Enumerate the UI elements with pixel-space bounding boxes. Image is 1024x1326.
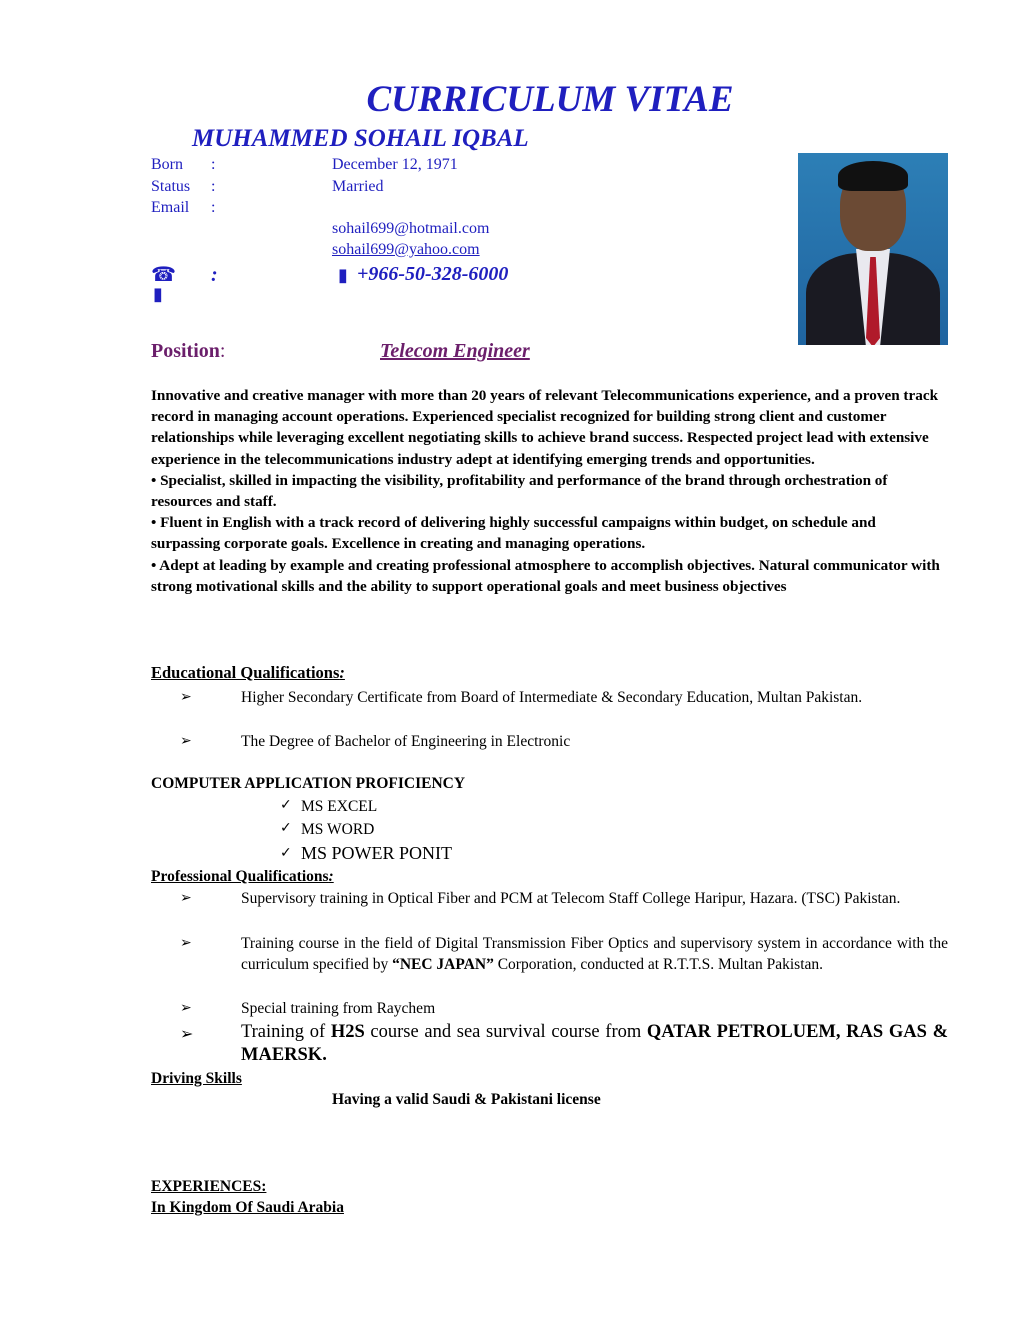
- professional-item-text: Corporation, conducted at R.T.T.S. Multan Pakistan.: [493, 956, 824, 973]
- education-heading-text: Educational Qualifications: [151, 663, 340, 682]
- professional-item-text: course and sea survival course from: [364, 1022, 647, 1042]
- professional-heading-text: Professional Qualifications: [151, 868, 329, 885]
- experience-heading: EXPERIENCES:: [151, 1178, 267, 1195]
- email-hotmail: sohail699@hotmail.com: [332, 220, 490, 237]
- h2s-text: H2S: [330, 1022, 365, 1042]
- professional-item: [241, 933, 948, 975]
- nec-japan-text: “NEC JAPAN”: [392, 956, 494, 973]
- arrow-bullet-icon: ➢: [180, 733, 192, 749]
- professional-item: Special training from Raychem: [241, 1000, 436, 1017]
- experience-subheading: In Kingdom Of Saudi Arabia: [151, 1199, 344, 1216]
- professional-heading: [151, 866, 334, 887]
- driving-value: Having a valid Saudi & Pakistani license: [332, 1091, 601, 1108]
- email-yahoo-link[interactable]: sohail699@yahoo.com: [332, 241, 480, 258]
- checkmark-icon: ✓: [280, 820, 292, 836]
- mobile-phone-icon: ▮: [153, 284, 163, 305]
- status-sep: :: [211, 178, 216, 195]
- checkmark-icon: ✓: [280, 845, 292, 861]
- position-label: Position: [151, 340, 220, 362]
- mobile-phone-icon: ▮: [338, 265, 348, 286]
- arrow-bullet-icon: ➢: [180, 890, 192, 906]
- status-value: Married: [332, 178, 384, 195]
- professional-item-text: Training of: [241, 1022, 331, 1042]
- born-label: Born: [151, 156, 183, 173]
- education-item: The Degree of Bachelor of Engineering in Electronic: [241, 733, 571, 750]
- computer-heading: COMPUTER APPLICATION PROFICIENCY: [151, 775, 466, 792]
- summary-bullet: • Fluent in English with a track record of delivering highly successful campaigns within budget, on schedule and surpassing corporate goals. Excellence in creating and managing operations.: [151, 514, 876, 553]
- cv-title: CURRICULUM VITAE: [366, 79, 734, 120]
- candidate-name: MUHAMMED SOHAIL IQBAL: [192, 125, 529, 152]
- arrow-bullet-icon: ➢: [180, 1024, 194, 1043]
- education-item: Higher Secondary Certificate from Board of Intermediate & Secondary Education, Multan Pakistan.: [241, 689, 863, 706]
- born-sep: :: [211, 156, 216, 173]
- professional-item: Supervisory training in Optical Fiber and PCM at Telecom Staff College Haripur, Hazara. (TSC) Pakistan.: [241, 890, 901, 907]
- professional-heading-colon: :: [328, 868, 334, 885]
- professional-item: [241, 1021, 948, 1067]
- email-label: Email: [151, 199, 190, 216]
- arrow-bullet-icon: ➢: [180, 689, 192, 705]
- arrow-bullet-icon: ➢: [180, 1000, 192, 1016]
- position-colon: :: [219, 340, 226, 362]
- status-label: Status: [151, 178, 191, 195]
- phone-number: +966-50-328-6000: [357, 263, 509, 285]
- summary-bullet: • Specialist, skilled in impacting the visibility, profitability and performance of the brand through orchestration of resources and staff.: [151, 471, 888, 511]
- computer-skill: MS POWER PONIT: [301, 843, 453, 863]
- summary-paragraph: Innovative and creative manager with more than 20 years of relevant Telecommunications experience, and a proven track record in managing account operations. Experienced specialist recognized for building strong client and customer relationships while leveraging excellent negotiating skills to achieve brand success. Respected project lead with extensive experience in the telecommunications industry adept at identifying emerging trends and opportunities.: [151, 387, 939, 468]
- driving-heading: Driving Skills: [151, 1070, 242, 1087]
- phone-sep: :: [211, 264, 218, 286]
- arrow-bullet-icon: ➢: [180, 935, 192, 951]
- computer-skill: MS WORD: [301, 821, 375, 838]
- checkmark-icon: ✓: [280, 797, 292, 813]
- telephone-icon: ☎: [151, 262, 176, 286]
- born-value: December 12, 1971: [332, 156, 458, 173]
- computer-skill: MS EXCEL: [301, 798, 378, 815]
- summary-block: [151, 385, 941, 597]
- education-heading-colon: :: [339, 663, 345, 682]
- summary-bullet: • Adept at leading by example and creating professional atmosphere to accomplish objectives. Natural communicator with strong motivational skills and the ability to support operational goals and meet business objectives: [151, 556, 940, 595]
- position-value: Telecom Engineer: [380, 340, 530, 362]
- companies-text: QATAR PETROLUEM, RAS GAS & MAERSK.: [241, 1022, 948, 1065]
- professional-item-text: Training course in the field of Digital Transmission Fiber Optics and supervisory system in accordance with the curriculum specified by: [241, 935, 948, 973]
- profile-photo: [798, 153, 948, 345]
- education-heading: [151, 662, 345, 684]
- email-sep: :: [211, 199, 216, 216]
